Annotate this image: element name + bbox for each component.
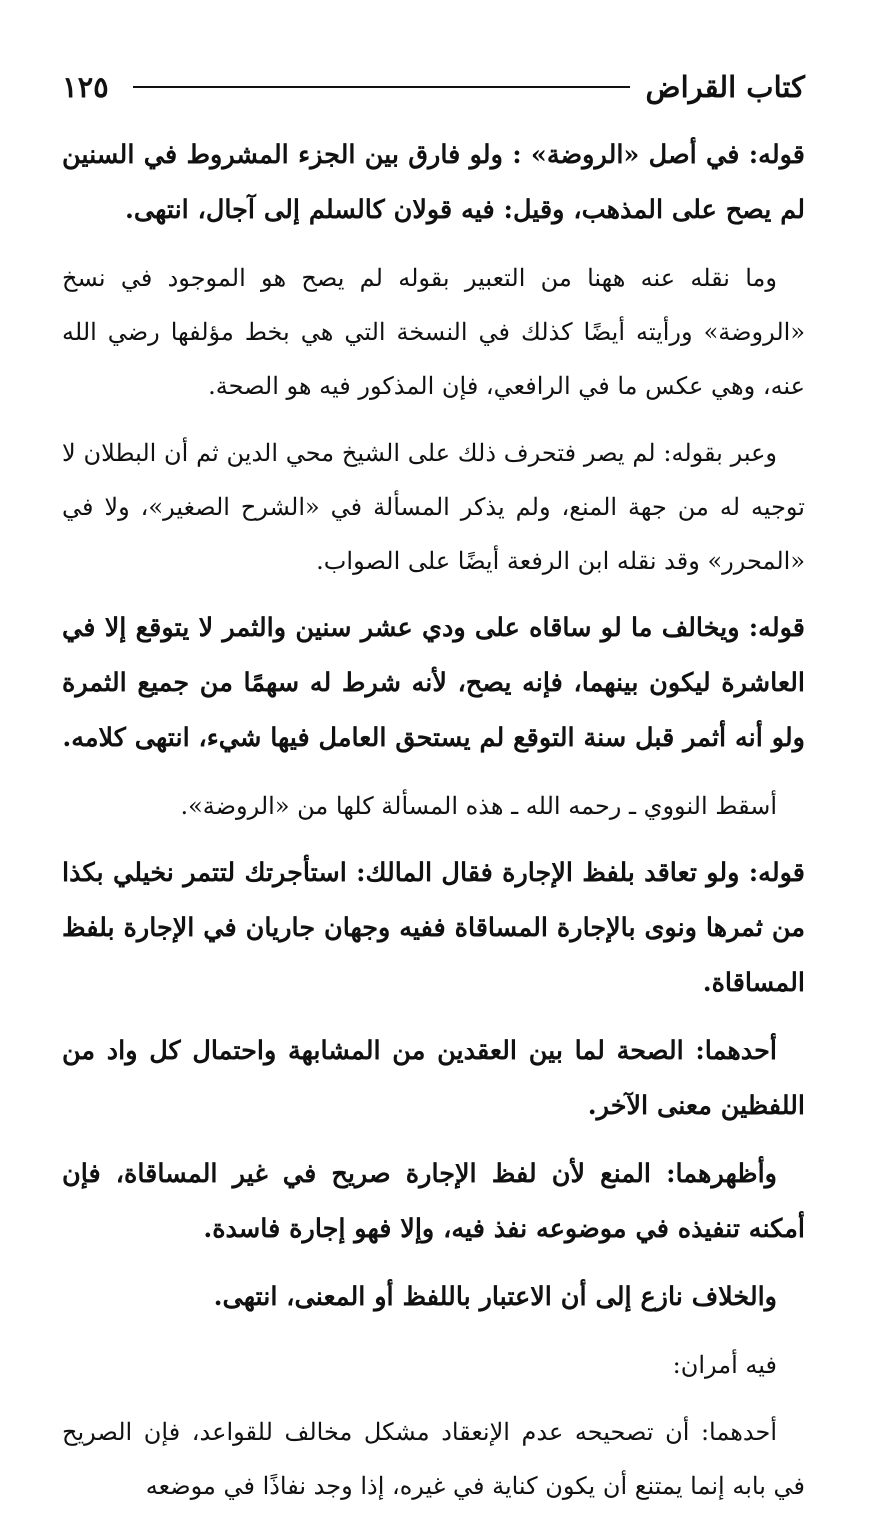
paragraph: قوله: ولو تعاقد بلفظ الإجارة فقال المالك: استأجرتك لتتمر نخيلي بكذا من ثمرها ونوى بالإجارة المساقاة ففيه وجهان جاريان في الإجارة بلفظ المساقاة. bbox=[62, 858, 805, 998]
paragraph: وما نقله عنه ههنا من التعبير بقوله لم يصح هو الموجود في نسخ «الروضة» ورأيته أيضًا كذلك في النسخة التي هي بخط مؤلفها رضي الله عنه، وهي عكس ما في الرافعي، فإن المذكور فيه هو الصحة. bbox=[62, 264, 806, 400]
page-header bbox=[62, 58, 805, 116]
paragraph: فيه أمران: bbox=[672, 1351, 777, 1379]
paragraph: قوله: ويخالف ما لو ساقاه على ودي عشر سنين والثمر لا يتوقع إلا في العاشرة ليكون بينهما، فإنه يصح، لأنه شرط له سهمًا من جميع الثمرة ولو أنه أثمر قبل سنة التوقع لم يستحق العامل فيها شيء، انتهى كلامه. bbox=[62, 613, 805, 753]
running-title: كتاب القراض bbox=[645, 70, 805, 104]
paragraph: أسقط النووي ـ رحمه الله ـ هذه المسألة كلها من «الروضة». bbox=[180, 792, 777, 820]
paragraph: وعبر بقوله: لم يصر فتحرف ذلك على الشيخ محي الدين ثم أن البطلان لا توجيه له من جهة المنع، ولم يذكر المسألة في «الشرح الصغير»، ولا في «المحرر» وقد نقله ابن الرفعة أيضًا على الصواب. bbox=[62, 439, 805, 575]
paragraph: أحدهما: أن تصحيحه عدم الإنعقاد مشكل مخالف للقواعد، فإن الصريح في بابه إنما يمتنع أن يكون كناية في غيره، إذا وجد نفاذًا في موضعه bbox=[62, 1418, 805, 1500]
paragraph: وأظهرهما: المنع لأن لفظ الإجارة صريح في غير المساقاة، فإن أمكنه تنفيذه في موضوعه نفذ فيه، وإلا فهو إجارة فاسدة. bbox=[62, 1159, 805, 1244]
page-number: ١٢٥ bbox=[62, 70, 109, 104]
paragraph: قوله: في أصل «الروضة» : ولو فارق بين الجزء المشروط في السنين لم يصح على المذهب، وقيل: فيه قولان كالسلم إلى آجال، انتهى. bbox=[62, 140, 805, 225]
paragraph: أحدهما: الصحة لما بين العقدين من المشابهة واحتمال كل واد من اللفظين معنى الآخر. bbox=[62, 1036, 805, 1121]
header-rule bbox=[133, 86, 630, 88]
paragraph: والخلاف نازع إلى أن الاعتبار باللفظ أو المعنى، انتهى. bbox=[213, 1282, 777, 1312]
page-body bbox=[62, 128, 805, 1513]
